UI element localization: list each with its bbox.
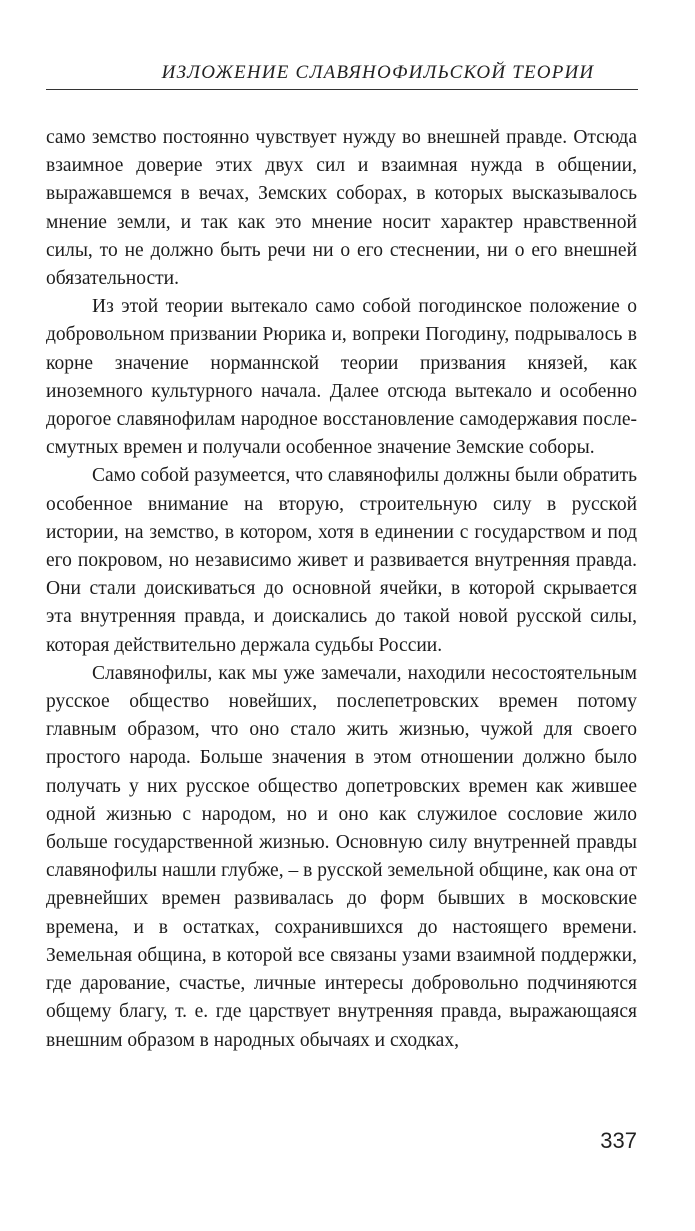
running-head-title: ИЗЛОЖЕНИЕ СЛАВЯНОФИЛЬСКОЙ ТЕОРИИ	[161, 62, 595, 83]
header-rule	[46, 89, 638, 90]
page-number: 337	[600, 1128, 637, 1153]
paragraph-2: Из этой теории вытекало само собой погодинское положение о добровольном призвании Рюрика и, вопреки Погодину, подрывалось в корне значение норманнской теории призвания князей, как иноземного культурного начала. Далее отсюда вытекало и особенно дорогое славянофилам народное восстановление самодержавия после-смутных времен и получали особенное значение Земские соборы.	[46, 296, 637, 459]
body-text	[46, 124, 637, 1055]
paragraph-3: Само собой разумеется, что славянофилы должны были обратить особенное внимание на вторую, строительную силу в русской истории, на земство, в котором, хотя в единении с государством и под его покровом, но независимо живет и развивается внутренняя правда. Они стали доискиваться до основной ячейки, в которой скрывается эта внутренняя правда, и доискались до такой новой русской силы, которая действительно держала судьбы России.	[46, 465, 637, 656]
paragraph-1: само земство постоянно чувствует нужду во внешней правде. Отсюда взаимное доверие этих двух сил и взаимная нужда в общении, выражавшемся в вечах, Земских соборах, в которых высказывалось мнение земли, и так как это мнение носит характер нравственной силы, то не должно быть речи ни о его стеснении, ни о его внешней обязательности.	[46, 127, 637, 290]
paragraph-4: Славянофилы, как мы уже замечали, находили несостоятельным русское общество новейших, послепетровских времен потому главным образом, что оно стало жить жизнью, чужой для своего простого народа. Больше значения в этом отношении должно было получать у них русское общество допетровских времен как жившее одной жизнью с народом, но и оно как служилое сословие жило больше государственной жизнью. Основную силу внутренней правды славянофилы нашли глубже, – в русской земельной общине, как она от древнейших времен развивалась до форм бывших в московские времена, и в остатках, сохранившихся до настоящего времени. Земельная община, в которой все связаны узами взаимной поддержки, где дарование, счастье, личные интересы добровольно подчиняются общему благу, т. е. где царствует внутренняя правда, выражающаяся внешним образом в народных обычаях и сходках,	[46, 662, 637, 1051]
